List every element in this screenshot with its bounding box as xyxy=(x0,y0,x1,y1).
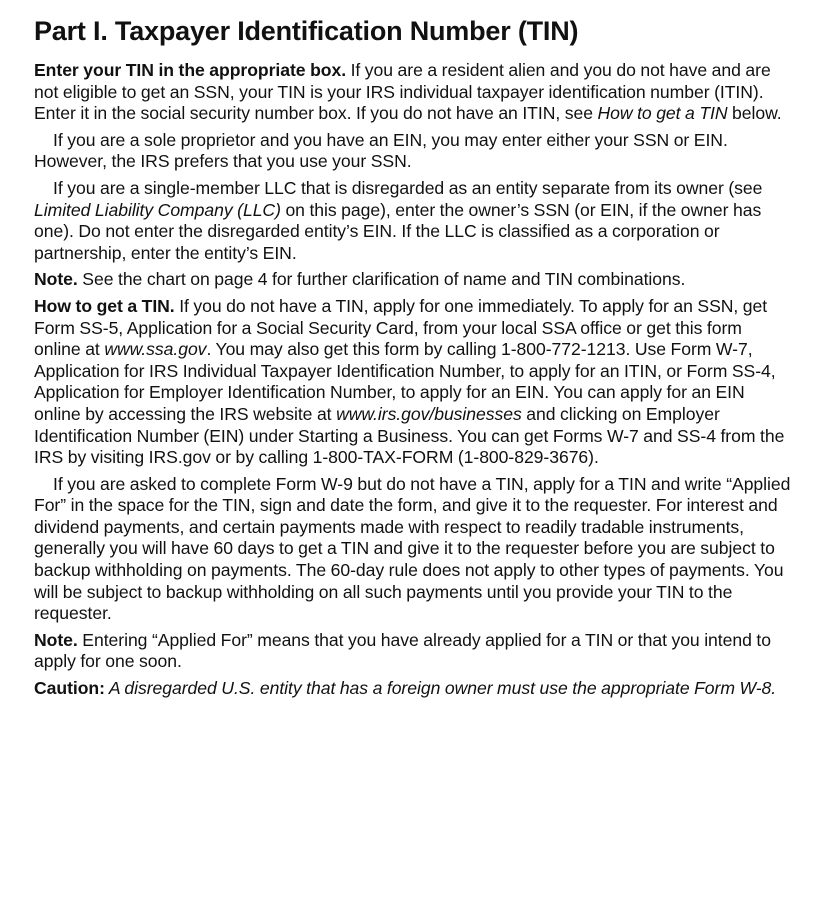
paragraph-lead: Enter your TIN in the appropriate box. xyxy=(34,60,347,80)
section-title: Part I. Taxpayer Identification Number (TIN) xyxy=(34,16,579,46)
paragraph-text: on this page), enter the owner’s SSN (or EIN, if the owner has one). Do not enter the disregarded entity’s EIN. If the LLC is classified as a corporation or partnership, enter the entity’s EIN. xyxy=(34,199,762,263)
paragraph-lead: Note. xyxy=(34,269,78,290)
paragraph-enter-tin xyxy=(34,60,792,125)
paragraph-text: below. xyxy=(727,103,782,124)
emphasis-text: How to get a TIN xyxy=(597,103,728,124)
emphasis-text: www.irs.gov/businesses xyxy=(336,403,522,424)
paragraph-text: See the chart on page 4 for further clarification of name and TIN combinations. xyxy=(77,269,686,290)
paragraph-how-to-get-tin xyxy=(34,296,792,469)
paragraph-text: Entering “Applied For” means that you have already applied for a TIN or that you intend to apply for one soon. xyxy=(34,629,771,672)
paragraph-lead: Caution: xyxy=(34,678,105,699)
paragraph-text: If you are a resident alien and you do not have and are not eligible to get an SSN, your TIN is your IRS individual taxpayer identification number (ITIN). Enter it in the social security number box. If you do not have an ITIN, see xyxy=(34,60,771,124)
paragraph-single-member-llc xyxy=(34,178,792,264)
paragraph-note-applied-for xyxy=(34,630,792,673)
emphasis-text: A disregarded U.S. entity that has a foreign owner must use the appropriate Form W-8. xyxy=(104,678,777,699)
paragraph-sole-proprietor: If you are a sole proprietor and you have an EIN, you may enter either your SSN or EIN. However, the IRS prefers that you use your SSN. xyxy=(34,129,728,172)
paragraph-note-chart xyxy=(34,269,792,291)
paragraph-text: If you are a single-member LLC that is disregarded as an entity separate from its owner (see xyxy=(53,177,763,198)
paragraph-lead: How to get a TIN. xyxy=(34,295,175,316)
emphasis-text: www.ssa.gov xyxy=(104,339,207,360)
paragraph-text: If you do not have a TIN, apply for one immediately. To apply for an SSN, get Form SS-5, Application for a Social Security Card, from your local SSA office or get this form online at xyxy=(34,295,768,360)
paragraph-lead: Note. xyxy=(34,629,78,650)
paragraph-caution xyxy=(34,678,792,700)
paragraph-applied-for: If you are asked to complete Form W-9 but do not have a TIN, apply for a TIN and write “Applied For” in the space for the TIN, sign and date the form, and give it to the requester. For interest and dividend payments, and certain payments made with respect to readily tradable instruments, generally you will have 60 days to get a TIN and give it to the requester before you are subject to backup withholding on payments. The 60-day rule does not apply to other types of payments. You will be subject to backup withholding on all such payments until you provide your TIN to the requester. xyxy=(34,473,791,624)
paragraph-text: . You may also get this form by calling 1-800-772-1213. Use Form W-7, Application for IRS Individual Taxpayer Identification Number, to apply for an ITIN, or Form SS-4, Application for Employer Identification Number, to apply for an EIN. You can apply for an EIN online by accessing the IRS website at xyxy=(34,339,776,424)
paragraph-text: and clicking on Employer Identification Number (EIN) under Starting a Business. You can get Forms W-7 and SS-4 from the IRS by visiting IRS.gov or by calling 1-800-TAX-FORM (1-800-829-3676). xyxy=(34,403,785,468)
emphasis-text: Limited Liability Company (LLC) xyxy=(34,199,281,220)
